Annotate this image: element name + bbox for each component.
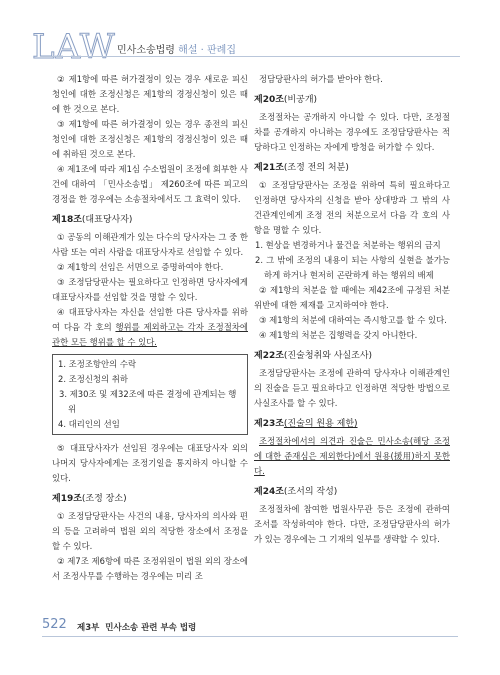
paragraph: ② 제1항의 선임은 서면으로 증명하여야 한다. (57, 262, 224, 272)
article-heading-22 (254, 349, 450, 364)
footer-divider (42, 636, 458, 637)
paragraph: 조정절차는 공개하지 아니할 수 있다. 다만, 조정절차를 공개하지 아니하는 경우에도 조정담당판사는 적당하다고 인정하는 자에게 방청을 허가할 수 있다. (254, 112, 450, 152)
footer-section-title: 민사소송 관련 부속 법령 (105, 623, 197, 633)
right-column (254, 72, 450, 547)
paragraph: ② 제1항의 처분을 할 때에는 제42조에 규정된 처분 위반에 대한 제재를 고지하여야 한다. (254, 285, 450, 310)
box-item: 4. 대리인의 선임 (58, 419, 120, 429)
article-number: 제21조 (254, 163, 284, 173)
underlined-paragraph: 조정절차에서의 의견과 진술은 민사소송(해당 조정에 대한 준재심은 제외한다)에서 원용(援用)하지 못한다. (254, 436, 450, 476)
article-heading-21 (254, 161, 450, 176)
article-title: (조정 전의 처분) (283, 163, 349, 173)
book-title-main: 민사소송법령 (117, 45, 175, 56)
paragraph: ① 공동의 이해관계가 있는 다수의 당사자는 그 중 한 사람 또는 여러 사람을 대표당사자로 선임할 수 있다. (52, 232, 248, 257)
header-divider (40, 56, 460, 57)
article-number: 제19조 (52, 494, 82, 504)
paragraph: ① 조정담당판사는 조정을 위하여 특히 필요하다고 인정하면 당사자의 신청을 받아 상대방과 그 밖의 사건관계인에게 조정 전의 처분으로서 다음 각 호의 사항을 명할 수 있다. (254, 180, 450, 235)
list-item: 2. 그 밖에 조정의 내용이 되는 사항의 실현을 불가능하게 하거나 현저히 곤란하게 하는 행위의 배제 (255, 255, 450, 280)
paragraph: ② 제7조 제6항에 따른 조정위원이 법원 외의 장소에서 조정사무를 수행하는 경우에는 미리 조 (52, 556, 248, 581)
paragraph: ④ 제1항의 처분은 집행력을 갖지 아니한다. (259, 330, 418, 340)
box-item: 3. 제30조 및 제32조에 따른 결정에 관계되는 행위 (59, 389, 237, 414)
article-heading-19 (52, 492, 248, 507)
paragraph: ④ 제1조에 따라 제1심 수소법원이 조정에 회부한 사건에 대하여 「민사소송법」 제260조에 따른 피고의 경정을 한 경우에는 소송절차에서도 그 효력이 있다. (52, 164, 248, 204)
article-number: 제20조 (254, 95, 284, 105)
paragraph: ① 조정담당판사는 사건의 내용, 당사자의 의사와 편의 등을 고려하여 법원 외의 적당한 장소에서 조정을 할 수 있다. (52, 511, 248, 551)
article-number: 제23조 (254, 419, 284, 429)
excluded-acts-box (52, 354, 248, 435)
list-item: 1. 현상을 변경하거나 물건을 처분하는 행위의 금지 (255, 240, 441, 250)
footer-part: 제3부 (77, 623, 100, 633)
book-title (117, 41, 236, 56)
box-item: 2. 조정신청의 취하 (58, 374, 128, 384)
paragraph: 조정절차에 참여한 법원사무관 등은 조정에 관하여 조서를 작성하여야 한다. 다만, 조정담당판사의 허가가 있는 경우에는 그 기재의 일부를 생략할 수 있다. (254, 504, 450, 544)
book-title-sub: 해설 · 판례집 (178, 45, 236, 56)
article-number: 제18조 (52, 215, 82, 225)
article-title: (진술청취와 사실조사) (283, 351, 373, 361)
article-title: (대표당사자) (81, 215, 133, 225)
article-number: 제24조 (254, 487, 284, 497)
footer-section (77, 621, 196, 633)
paragraph: ③ 제1항에 따른 허가결정이 있는 경우 종전의 피신청인에 대한 조정신청은 제1항의 경정신청이 있은 때에 취하된 것으로 본다. (52, 119, 248, 159)
article-heading-23 (254, 417, 450, 432)
article-heading-24 (254, 485, 450, 500)
paragraph: ② 제1항에 따른 허가결정이 있는 경우 새로운 피신청인에 대한 조정신청은 제1항의 경정신청이 있은 때에 한 것으로 본다. (52, 74, 248, 114)
article-heading-20 (254, 93, 450, 108)
underlined-text: 행위를 제외하고는 각자 조정절차에 관한 모든 행위를 할 수 있다. (52, 322, 248, 347)
paragraph (52, 305, 248, 350)
text-run: ④ 대표당사자는 자신을 선임한 다른 당사자를 위하여 다음 각 호의 (52, 307, 248, 332)
paragraph: ⑤ 대표당사자가 선임된 경우에는 대표당사자 외의 나머지 당사자에게는 조정기일을 통지하지 아니할 수 있다. (52, 443, 248, 483)
article-number: 제22조 (254, 351, 284, 361)
paragraph: 조정담당판사는 조정에 관하여 당사자나 이해관계인의 진술을 듣고 필요하다고 인정하면 적당한 방법으로 사실조사를 할 수 있다. (254, 368, 450, 408)
page-number: 522 (42, 617, 67, 632)
article-title: (진술의 원용 제한) (283, 419, 358, 429)
box-item: 1. 조정조항안의 수락 (58, 359, 137, 369)
left-column (52, 72, 248, 584)
paragraph: 정담당판사의 허가를 받아야 한다. (259, 74, 383, 84)
paragraph: ③ 제1항의 처분에 대하여는 즉시항고를 할 수 있다. (259, 315, 447, 325)
law-logo: LAW (32, 27, 116, 67)
article-title: (비공개) (283, 95, 318, 105)
article-title: (조정 장소) (81, 494, 127, 504)
article-title: (조서의 작성) (283, 487, 338, 497)
paragraph: ③ 조정담당판사는 필요하다고 인정하면 당사자에게 대표당사자를 선임할 것을 명할 수 있다. (52, 277, 248, 302)
article-heading-18 (52, 213, 248, 228)
